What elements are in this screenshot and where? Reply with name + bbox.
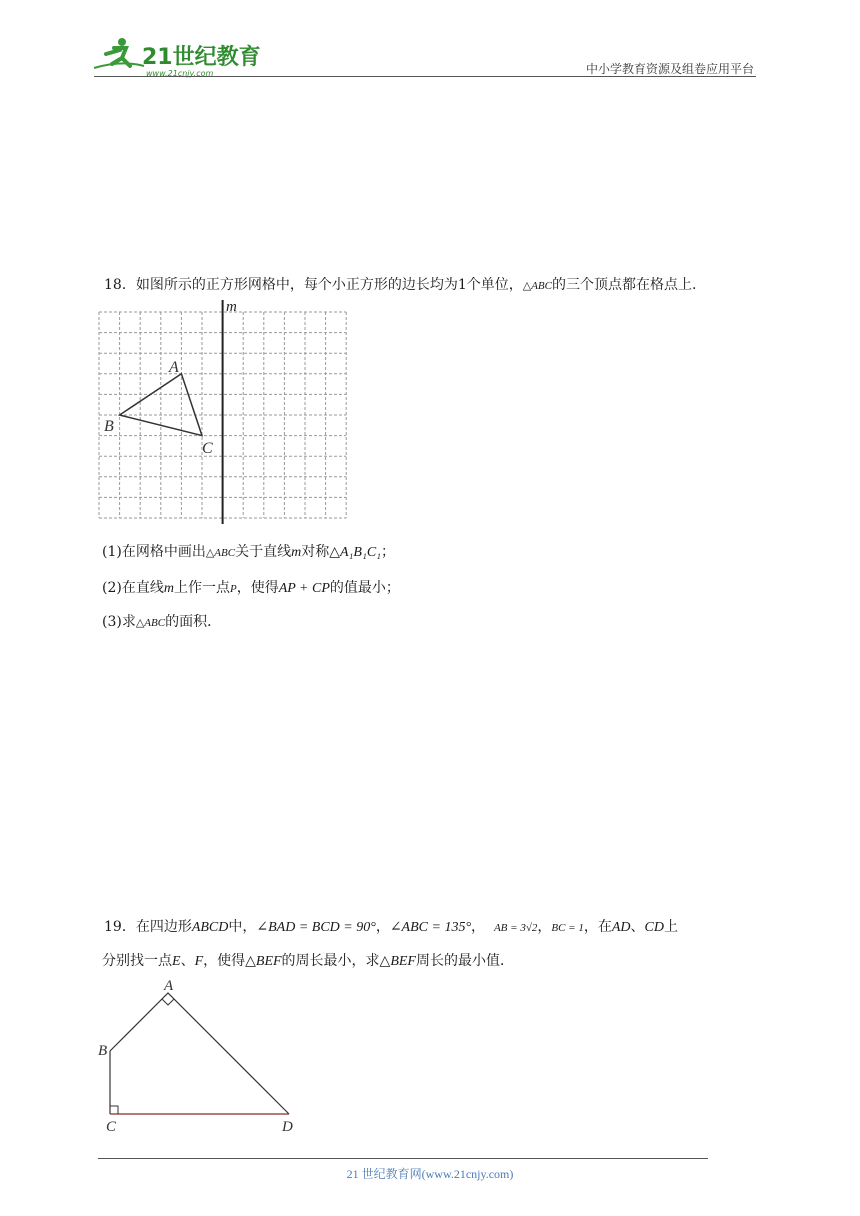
q18-stem-tail: 的三个顶点都在格点上． — [551, 277, 706, 293]
q18-stem-triangle: △ABC — [522, 280, 552, 292]
platform-title: 中小学教育资源及组卷应用平台 — [585, 62, 754, 76]
q19-angle2: ∠ABC = 135° — [389, 920, 472, 935]
q19-quad: ABCD — [191, 920, 229, 935]
q19-mid: 中， — [228, 919, 257, 935]
footer-divider — [98, 1158, 708, 1159]
q19-stem — [104, 917, 678, 938]
vertex-c-label: C — [202, 440, 213, 457]
q18-p1-triangle: △ABC — [205, 547, 236, 559]
q19-cd: CD — [644, 920, 664, 935]
q18-p2-expr: AP + CP — [278, 581, 330, 596]
q18-p2-p: P — [229, 583, 237, 595]
q19-vertex-a: A — [164, 978, 174, 994]
logo-text: 21世纪教育 — [142, 45, 261, 70]
q19-stem-line2 — [102, 951, 514, 972]
q18-p2-mid2: ，使得 — [236, 580, 279, 596]
vertex-a-label: A — [169, 359, 179, 376]
q18-part3 — [102, 612, 221, 633]
q18-p1-mid: 关于直线 — [235, 544, 292, 560]
q18-p3-triangle: △ABC — [135, 617, 166, 629]
q18-stem-text: 18．如图所示的正方形网格中，每个小正方形的边长均为1个单位， — [104, 277, 523, 293]
q19-e: E — [172, 954, 181, 969]
right-angle-c — [110, 1106, 118, 1114]
footer-link[interactable]: 21 世纪教育网(www.21cnjy.com) — [346, 1167, 514, 1181]
q19-end: ，在 — [583, 919, 612, 935]
q18-p1-m: m — [291, 545, 302, 560]
q19-dun2: 、 — [180, 953, 195, 969]
q18-p2-post: 的值最小； — [329, 580, 400, 596]
line-m-label: m — [226, 299, 237, 315]
q19-vertex-b: B — [98, 1043, 108, 1059]
q18-part2 — [102, 578, 400, 599]
q18-p1-end: ； — [381, 544, 396, 560]
q19-pre: 19．在四边形 — [104, 919, 192, 935]
q19-ab: AB = 3√2 — [493, 922, 538, 934]
q18-p2-mid: 上作一点 — [173, 580, 230, 596]
q19-ad: AD — [611, 920, 631, 935]
q19-sep1: ， — [375, 919, 390, 935]
q19-l2-mid: ，使得 — [203, 953, 246, 969]
q18-grid-figure — [96, 298, 356, 532]
q19-l2-mid2: 的周长最小，求 — [281, 953, 380, 969]
vertex-b-label: B — [104, 418, 114, 435]
q19-f: F — [194, 954, 204, 969]
q19-vertex-d: D — [282, 1119, 293, 1135]
q19-vertex-c: C — [106, 1119, 117, 1135]
site-logo — [92, 34, 262, 80]
logo-url: www.21cnjy.com — [146, 69, 214, 78]
right-angle-a — [162, 999, 174, 1005]
q19-tri1: △BEF — [245, 954, 282, 969]
q19-quadrilateral-figure — [96, 975, 316, 1144]
q18-p3-post: 的面积． — [165, 614, 222, 630]
q19-tri2: △BEF — [379, 954, 416, 969]
runner-icon — [94, 38, 144, 68]
q19-l2-pre: 分别找一点 — [102, 953, 172, 969]
q18-p1-pre: (1)在网格中画出 — [102, 544, 206, 560]
q19-l2-end: 周长的最小值． — [415, 953, 514, 969]
q18-p2-m: m — [163, 581, 174, 596]
q19-shang: 上 — [663, 919, 678, 935]
q18-p2-pre: (2)在直线 — [102, 580, 164, 596]
q18-p1-post: 对称 — [301, 544, 330, 560]
q19-angle1: ∠BAD = BCD = 90° — [256, 920, 376, 935]
q19-sep3: ， — [537, 919, 552, 935]
q18-p3-pre: (3)求 — [102, 614, 136, 630]
q18-part1 — [102, 542, 395, 563]
q19-dun: 、 — [630, 919, 645, 935]
q19-bc: BC = 1 — [551, 922, 584, 934]
edges-b-a-d — [110, 993, 289, 1114]
q19-sep2: ， — [471, 919, 486, 935]
q18-p1-target: △A₁B₁C₁ — [329, 545, 382, 560]
header-divider — [94, 76, 756, 77]
q18-stem — [104, 275, 706, 296]
